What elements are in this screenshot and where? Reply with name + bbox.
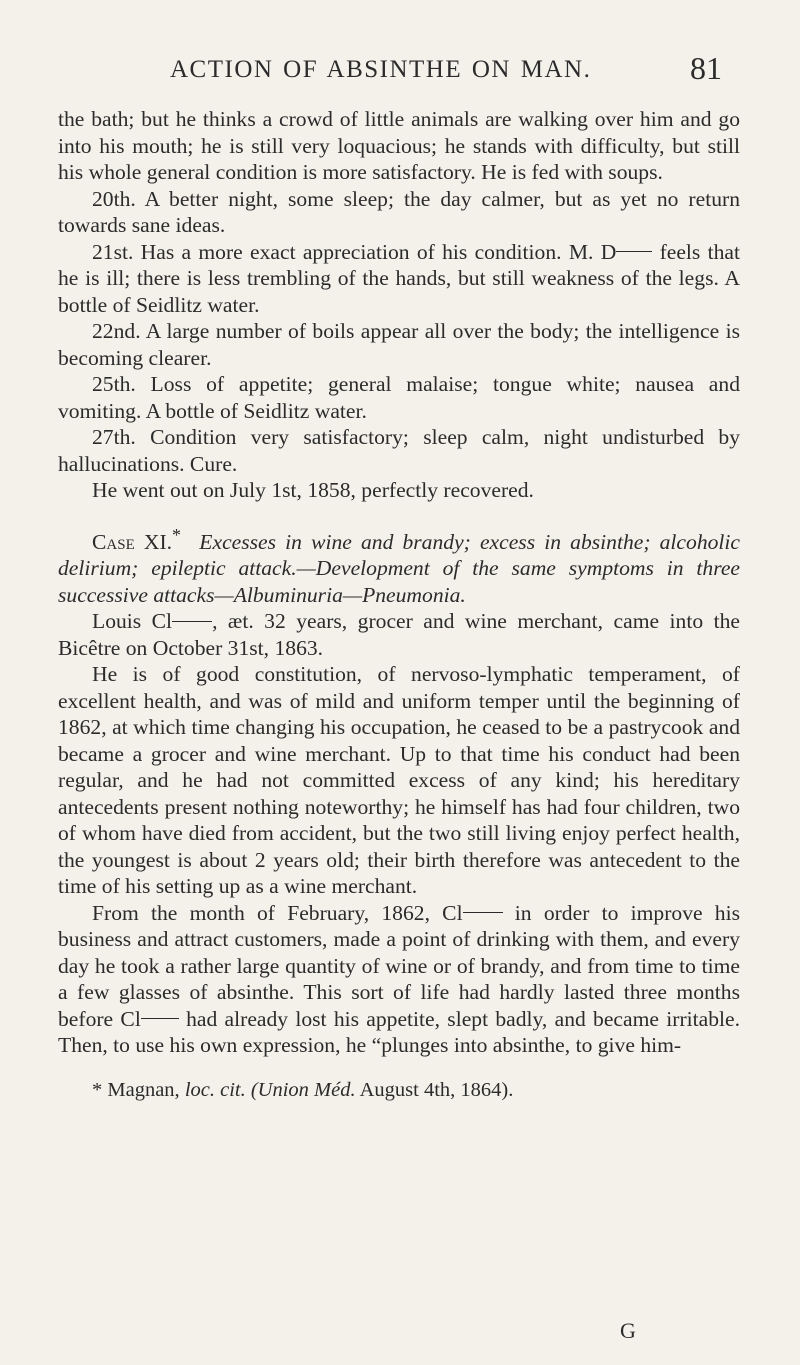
- text-run: in order to improve his business and attract customers, made a point of drinking with them, and every day he took a rather large quantity of wine or of brandy, and from time to time a few glasses of absinthe. This sort of life had hardly lasted three months before Cl: [58, 900, 740, 1031]
- text-run: had already lost his appetite, slept badly, and became irritable. Then, to use his own expression, he “plunges into absinthe, to give him-: [58, 1006, 740, 1058]
- running-head: ACTION OF ABSINTHE ON MAN.: [170, 56, 592, 83]
- paragraph: He went out on July 1st, 1858, perfectly recovered.: [92, 478, 534, 502]
- name-dash: [141, 1018, 179, 1019]
- paragraph: 22nd. A large number of boils appear all over the body; the intelligence is becoming clearer.: [58, 319, 740, 370]
- name-dash: [463, 912, 503, 913]
- text-run: , æt. 32 years, grocer and wine merchant, came into the Bicêtre on October 31st, 1863.: [58, 609, 740, 660]
- paragraph: He is of good constitution, of nervoso-lymphatic temperament, of excellent health, and was of mild and uniform temper until the beginning of 1862, at which time changing his occupation, he ceased to be a pastrycook and became a grocer and wine merchant. Up to that time his conduct had been regular, and he had not committed excess of any kind; his hereditary antecedents present nothing noteworthy; he himself has had four children, two of whom have died from accident, but the two still living enjoy perfect health, the youngest is about 2 years old; their birth therefore was antecedent to the time of his setting up as a wine merchant.: [58, 662, 740, 899]
- case-title: Excesses in wine and brandy; excess in absinthe; alcoholic delirium; epileptic attack.—Development of the same symptoms in three successive attacks—Albuminuria—Pneumonia.: [58, 529, 740, 607]
- name-dash: [172, 621, 212, 622]
- paragraph: 20th. A better night, some sleep; the day calmer, but as yet no return towards sane ideas.: [58, 186, 740, 237]
- text-run: 21st. Has a more exact appreciation of his condition. M. D: [92, 239, 617, 264]
- name-dash: [616, 251, 652, 252]
- text-run: loc. cit.: [184, 1078, 246, 1101]
- footnote: [58, 1077, 740, 1103]
- text-run: Magnan,: [102, 1078, 185, 1101]
- case-label: Case XI.: [92, 529, 173, 554]
- signature-mark: G: [620, 1318, 636, 1343]
- page-number: 81: [690, 50, 722, 86]
- paragraph: [58, 608, 740, 661]
- text-run: August 4th, 1864).: [355, 1078, 514, 1101]
- text-run: feels that he is ill; there is less trembling of the hands, but still weakness of the legs. A bottle of Seidlitz water.: [58, 239, 740, 317]
- case-heading: [58, 522, 740, 609]
- page-header: [0, 50, 800, 94]
- text-run: (Union Méd.: [250, 1078, 356, 1101]
- paragraph: [58, 900, 740, 1059]
- page-body: [58, 106, 740, 1103]
- paragraph: the bath; but he thinks a crowd of little animals are walking over him and go into his mouth; he is still very loquacious; he stands with difficulty, but still his whole general condition is more satisfactory. He is fed with soups.: [58, 107, 740, 184]
- paragraph: 25th. Loss of appetite; general malaise; tongue white; nausea and vomiting. A bottle of Seidlitz water.: [58, 372, 740, 423]
- paragraph: [58, 239, 740, 319]
- footnote-marker: *: [172, 524, 182, 545]
- paragraph: 27th. Condition very satisfactory; sleep calm, night undisturbed by hallucinations. Cure.: [58, 425, 740, 476]
- footnote-marker: *: [92, 1078, 103, 1101]
- text-run: From the month of February, 1862, Cl: [92, 900, 463, 925]
- text-run: Louis Cl: [92, 609, 173, 634]
